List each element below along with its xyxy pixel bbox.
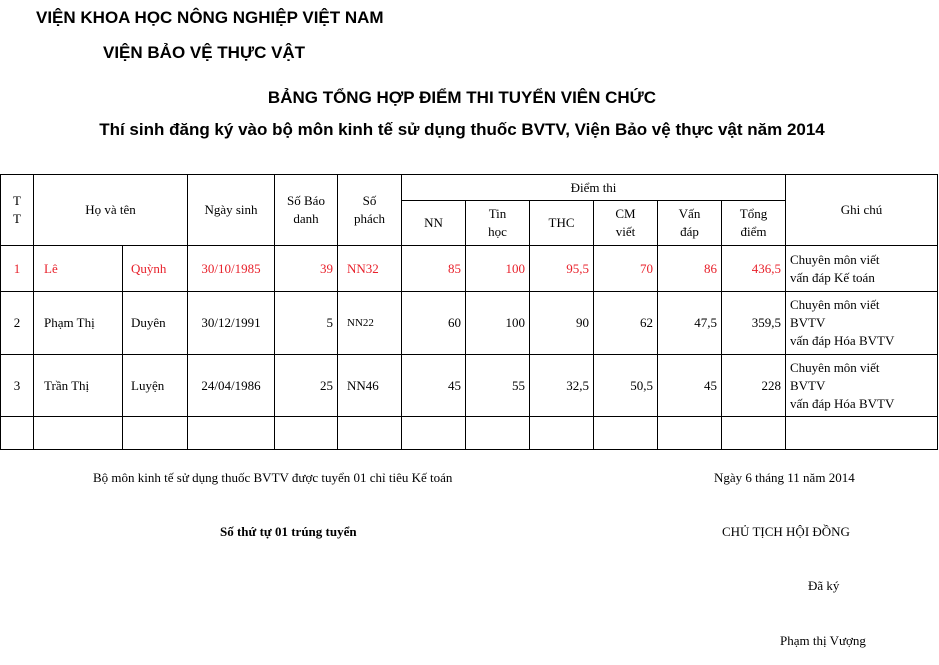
header-note: Ghi chú <box>786 175 938 246</box>
cell-dob: 30/10/1985 <box>188 246 275 292</box>
empty-cell <box>530 417 594 450</box>
quota-note: Bộ môn kinh tế sử dụng thuốc BVTV được tuyển 01 chỉ tiêu Kế toán <box>93 470 453 485</box>
cell-vd: 86 <box>658 246 722 292</box>
table-row-empty <box>1 417 938 450</box>
table-row <box>1 292 938 355</box>
cell-nn: 60 <box>402 292 466 355</box>
table-header-row <box>1 175 938 201</box>
cell-sbd: 5 <box>275 292 338 355</box>
cell-tt: 1 <box>1 246 34 292</box>
cell-tin: 100 <box>466 246 530 292</box>
cell-cm: 70 <box>594 246 658 292</box>
empty-cell <box>338 417 402 450</box>
document-date: Ngày 6 tháng 11 năm 2014 <box>714 470 855 485</box>
cell-vd: 45 <box>658 355 722 417</box>
cell-nn: 85 <box>402 246 466 292</box>
header-dob: Ngày sinh <box>188 175 275 246</box>
header-tt: T T <box>1 175 34 246</box>
empty-cell <box>275 417 338 450</box>
header-nn: NN <box>402 201 466 246</box>
cell-nn: 45 <box>402 355 466 417</box>
cell-tong: 228 <box>722 355 786 417</box>
empty-cell <box>34 417 123 450</box>
cell-first-name: Luyện <box>123 355 188 417</box>
header-tong: Tổng điểm <box>722 201 786 246</box>
header-vd: Vấn đáp <box>658 201 722 246</box>
cell-phach: NN22 <box>338 292 402 355</box>
signed-note: Đã ký <box>808 578 840 593</box>
cell-tt: 2 <box>1 292 34 355</box>
empty-cell <box>594 417 658 450</box>
document-title: BẢNG TỔNG HỢP ĐIỂM THI TUYỂN VIÊN CHỨC <box>267 88 657 107</box>
header-thc: THC <box>530 201 594 246</box>
header-phach: Số phách <box>338 175 402 246</box>
cell-vd: 47,5 <box>658 292 722 355</box>
empty-cell <box>1 417 34 450</box>
institute-name: VIỆN BẢO VỆ THỰC VẬT <box>103 43 306 62</box>
empty-cell <box>123 417 188 450</box>
empty-cell <box>786 417 938 450</box>
document-subtitle: Thí sinh đăng ký vào bộ môn kinh tế sử dụng thuốc BVTV, Viện Bảo vệ thực vật năm 2014 <box>99 120 825 139</box>
cell-last-name: Lê <box>34 246 123 292</box>
cell-tong: 436,5 <box>722 246 786 292</box>
cell-tin: 100 <box>466 292 530 355</box>
header-tin: Tin học <box>466 201 530 246</box>
chair-title: CHỦ TỊCH HỘI ĐỒNG <box>722 524 850 539</box>
header-cm: CM viết <box>594 201 658 246</box>
cell-sbd: 39 <box>275 246 338 292</box>
cell-first-name: Quỳnh <box>123 246 188 292</box>
cell-tin: 55 <box>466 355 530 417</box>
header-sbd: Số Báo danh <box>275 175 338 246</box>
cell-cm: 50,5 <box>594 355 658 417</box>
empty-cell <box>466 417 530 450</box>
table-row <box>1 246 938 292</box>
cell-thc: 32,5 <box>530 355 594 417</box>
score-table <box>0 174 938 450</box>
cell-thc: 95,5 <box>530 246 594 292</box>
cell-last-name: Phạm Thị <box>34 292 123 355</box>
cell-sbd: 25 <box>275 355 338 417</box>
winner-note: Số thứ tự 01 trúng tuyển <box>220 524 357 539</box>
empty-cell <box>722 417 786 450</box>
cell-cm: 62 <box>594 292 658 355</box>
cell-tt: 3 <box>1 355 34 417</box>
cell-phach: NN32 <box>338 246 402 292</box>
empty-cell <box>188 417 275 450</box>
cell-dob: 24/04/1986 <box>188 355 275 417</box>
empty-cell <box>658 417 722 450</box>
cell-tong: 359,5 <box>722 292 786 355</box>
cell-phach: NN46 <box>338 355 402 417</box>
organization-name: VIỆN KHOA HỌC NÔNG NGHIỆP VIỆT NAM <box>36 8 384 27</box>
cell-dob: 30/12/1991 <box>188 292 275 355</box>
cell-last-name: Trần Thị <box>34 355 123 417</box>
cell-first-name: Duyên <box>123 292 188 355</box>
header-name: Họ và tên <box>34 175 188 246</box>
header-diem-thi: Điểm thi <box>402 175 786 201</box>
signer-name: Phạm thị Vượng <box>780 633 866 648</box>
cell-thc: 90 <box>530 292 594 355</box>
table-row <box>1 355 938 417</box>
cell-note: Chuyên môn viết vấn đáp Kế toán <box>786 246 938 292</box>
cell-note: Chuyên môn viết BVTV vấn đáp Hóa BVTV <box>786 292 938 355</box>
empty-cell <box>402 417 466 450</box>
cell-note: Chuyên môn viết BVTV vấn đáp Hóa BVTV <box>786 355 938 417</box>
